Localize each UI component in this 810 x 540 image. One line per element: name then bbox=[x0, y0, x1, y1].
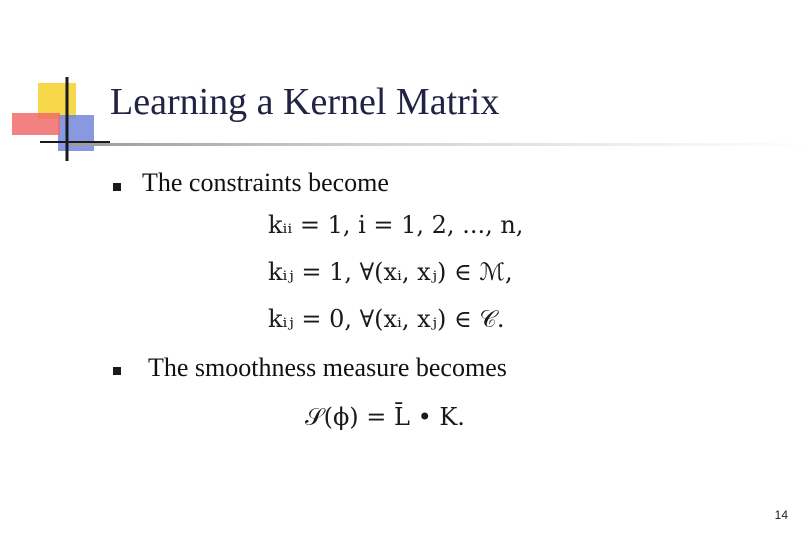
page-title: Learning a Kernel Matrix bbox=[110, 81, 500, 123]
equation-kii: kᵢᵢ = 1, i = 1, 2, ..., n, bbox=[268, 211, 524, 239]
decorative-logo-icon bbox=[10, 75, 110, 165]
square-bullet-icon bbox=[113, 183, 121, 191]
page-number: 14 bbox=[774, 508, 788, 522]
equation-smoothness: 𝒮(ϕ) = L̄ • K. bbox=[305, 403, 465, 431]
bullet-constraints: The constraints become bbox=[142, 168, 389, 197]
equation-kij-cannot-link: kᵢⱼ = 0, ∀(xᵢ, xⱼ) ∈ 𝒞. bbox=[268, 305, 505, 333]
equation-kij-must-link: kᵢⱼ = 1, ∀(xᵢ, xⱼ) ∈ ℳ, bbox=[268, 258, 513, 286]
title-divider bbox=[70, 143, 810, 146]
bullet-smoothness: The smoothness measure becomes bbox=[148, 353, 507, 382]
square-bullet-icon bbox=[113, 367, 121, 375]
